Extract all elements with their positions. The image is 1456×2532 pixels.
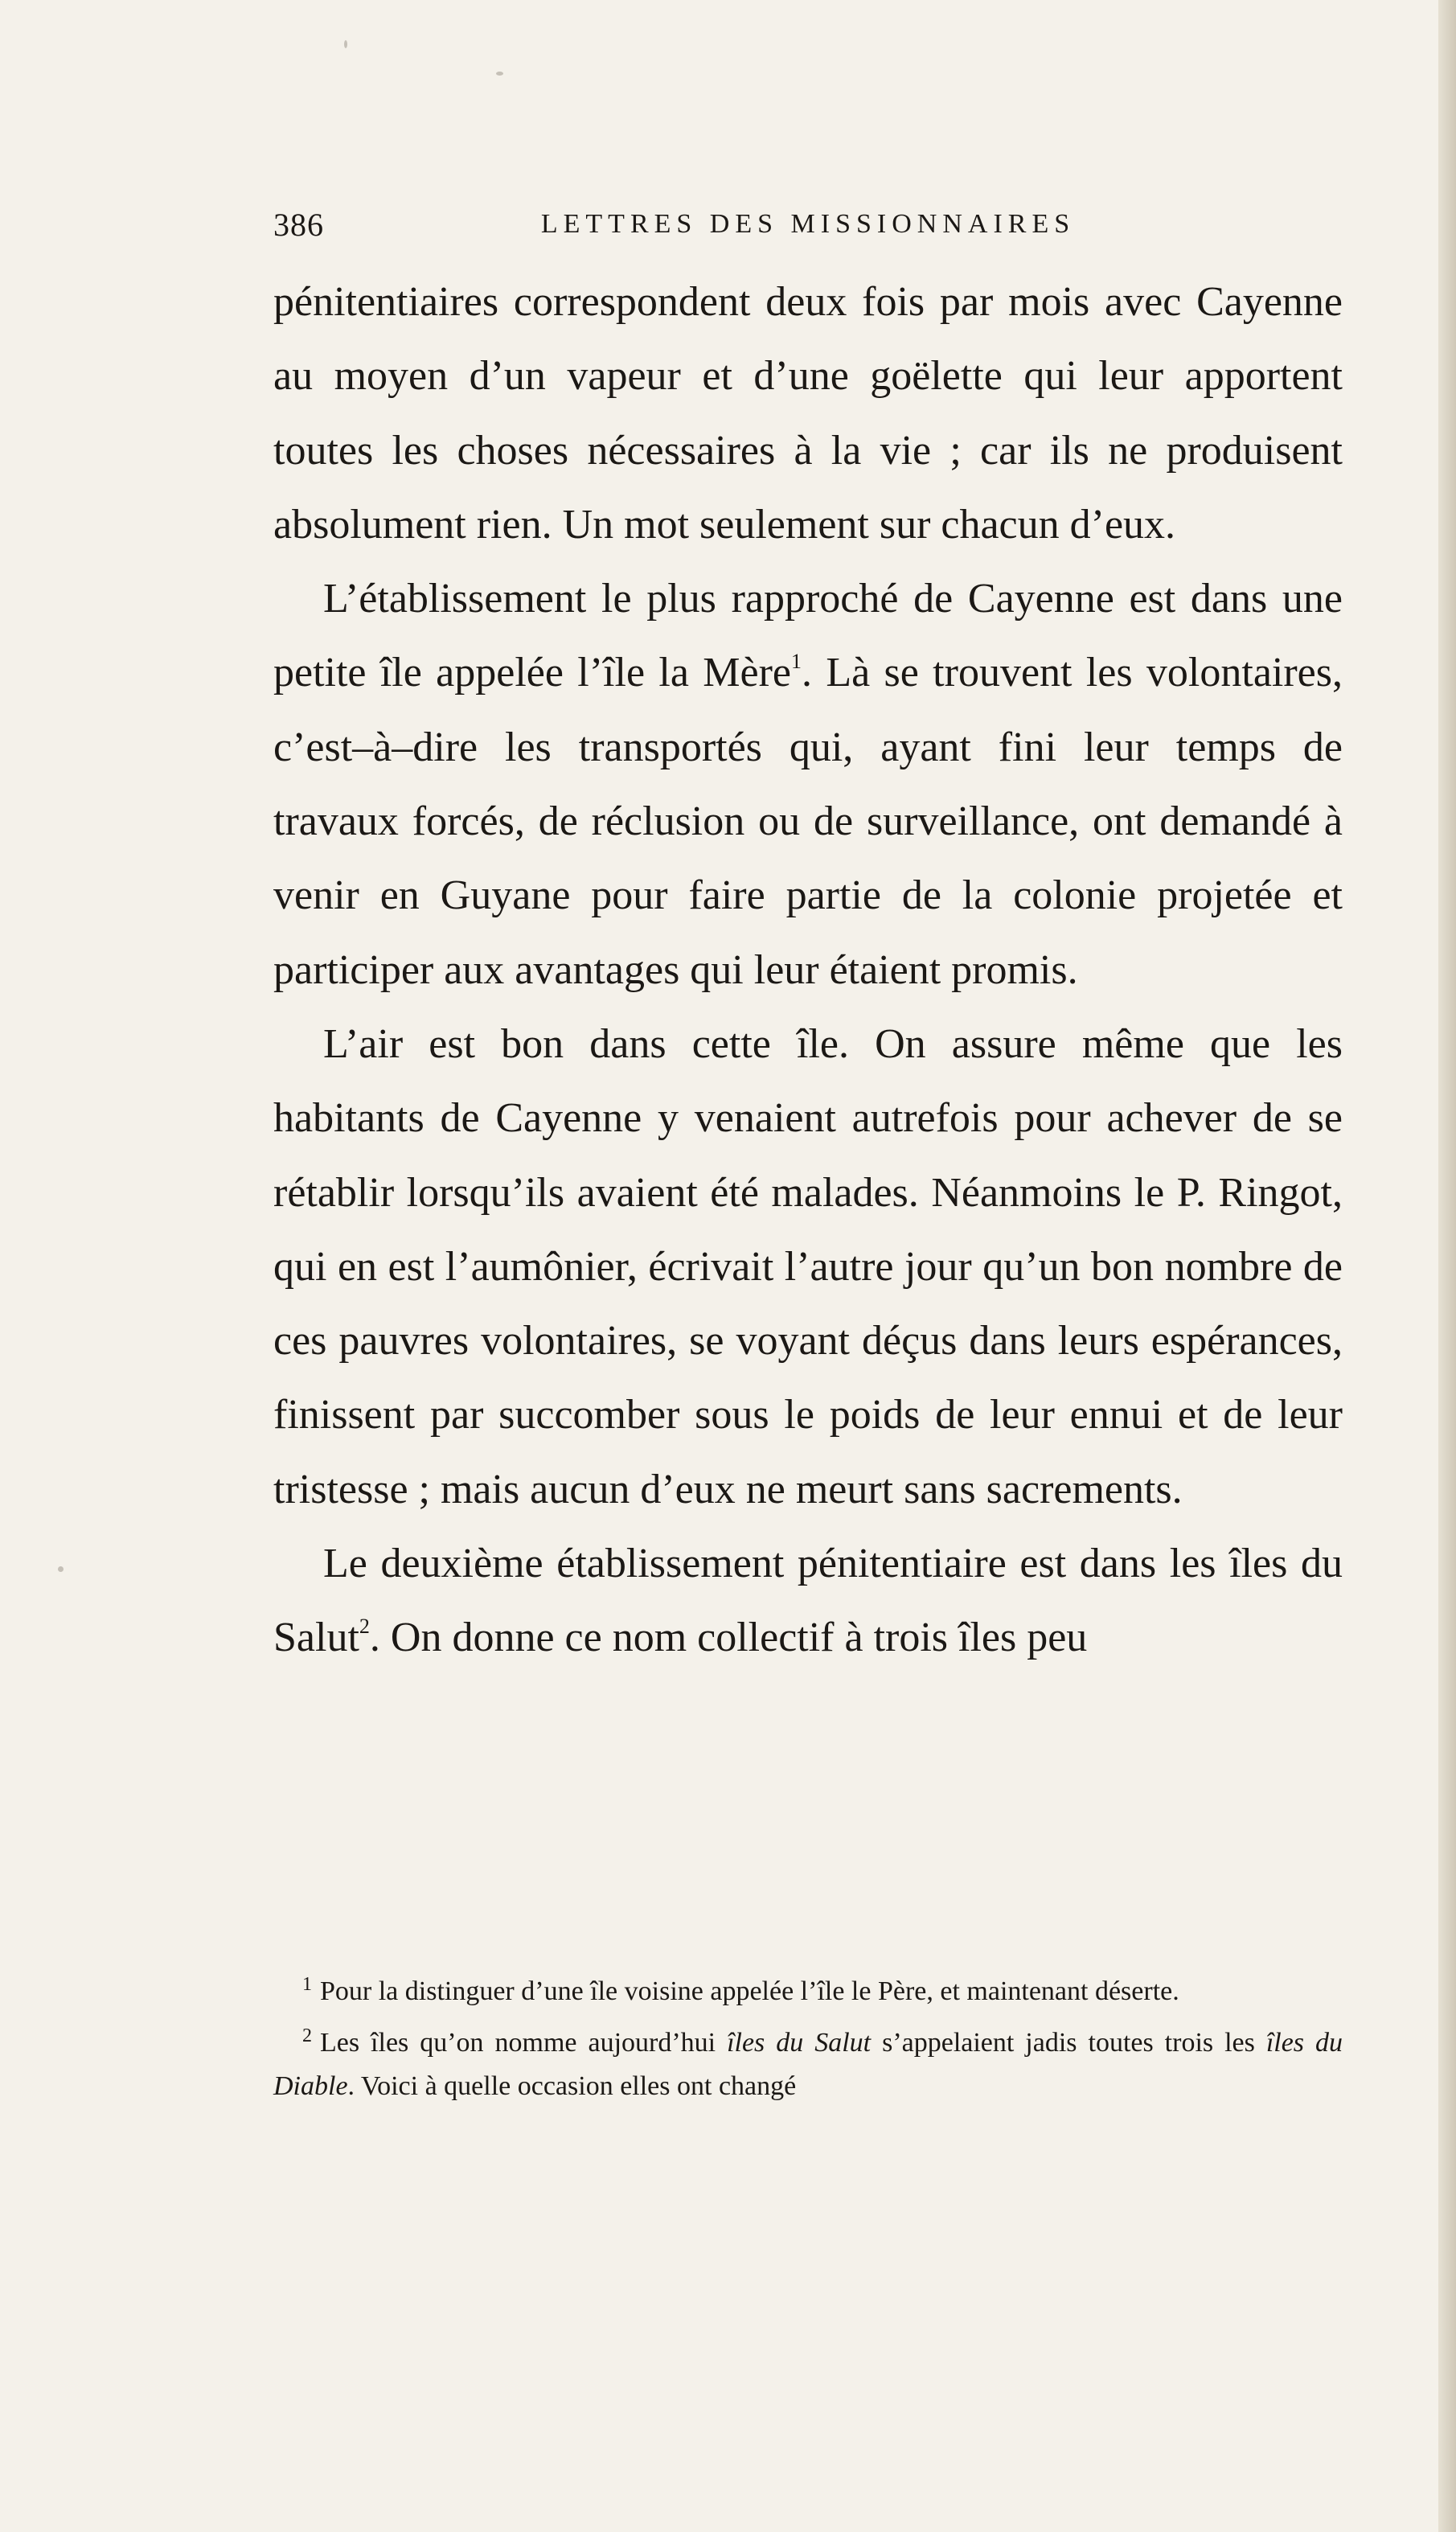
page-spine-shadow	[1438, 0, 1456, 2532]
footnote-reference: 1	[790, 650, 802, 674]
footnote-text: s’appelaient jadis toutes trois les	[871, 2028, 1266, 2058]
running-title: LETTRES DES MISSIONNAIRES	[540, 209, 1076, 239]
footnote-text: Pour la distinguer d’une île voisine appelée l’île le Père, et maintenant déserte.	[320, 1976, 1179, 2006]
paragraph-text: Le deuxième établissement pénitentiaire est dans les îles du Salut	[273, 1541, 1343, 1661]
footnote-mark: 2	[302, 2025, 312, 2046]
paragraph-air: L’air est bon dans cette île. On assure même que les habitants de Cayenne y venaient autrefois pour achever de se rétablir lorsqu’ils avaient été malades. Néanmoins le P. Ringot, qui en est l’aumônier, écrivait l’autre jour qu’un bon nombre de ces pauvres volontaires, se voyant déçus dans leurs espérances, finissent par succomber sous le poids de leur ennui et de leur tristesse ; mais aucun d’eux ne meurt sans sacrements.	[273, 1020, 1343, 1512]
footnote-text: . Voici à quelle occasion elles ont changé	[347, 2071, 797, 2101]
footnotes	[273, 1970, 1343, 2116]
footnote-1	[273, 1970, 1343, 2013]
footnote-2	[273, 2021, 1343, 2108]
page-number: 386	[273, 207, 324, 243]
paragraph-continuation: pénitentiaires correspondent deux fois par mois avec Cayenne au moyen d’un vapeur et d’une goëlette qui leur apportent toutes les choses nécessaires à la vie ; car ils ne produisent absolument rien. Un mot seulement sur chacun d’eux.	[273, 279, 1343, 548]
paragraph-text: . Là se trouvent les volontaires, c’est–à–dire les transportés qui, ayant fini leur temps de travaux forcés, de réclusion ou de surveillance, ont demandé à venir en Guyane pour faire partie de la colonie projetée et participer aux avantages qui leur étaient promis.	[273, 650, 1343, 993]
paragraph-iles-du-salut	[273, 1527, 1343, 1676]
footnote-text: Les îles qu’on nomme aujourd’hui	[320, 2028, 728, 2058]
footnote-mark: 1	[302, 1973, 312, 1995]
running-header	[273, 206, 1343, 254]
footnote-italic: îles du Diable	[273, 2028, 1343, 2101]
paper-speck	[496, 72, 503, 76]
footnote-italic: îles du Salut	[727, 2028, 872, 2058]
paper-speck	[344, 40, 347, 48]
paragraph-text: L’établissement le plus rapproché de Cayenne est dans une petite île appelée l’île la Mère	[273, 576, 1343, 696]
paragraph-text: . On donne ce nom collectif à trois îles peu	[369, 1615, 1088, 1661]
paper-speck	[58, 1566, 64, 1572]
body-text	[273, 265, 1343, 1676]
footnote-reference: 2	[359, 1615, 370, 1639]
paragraph-ile-la-mere	[273, 562, 1343, 1007]
